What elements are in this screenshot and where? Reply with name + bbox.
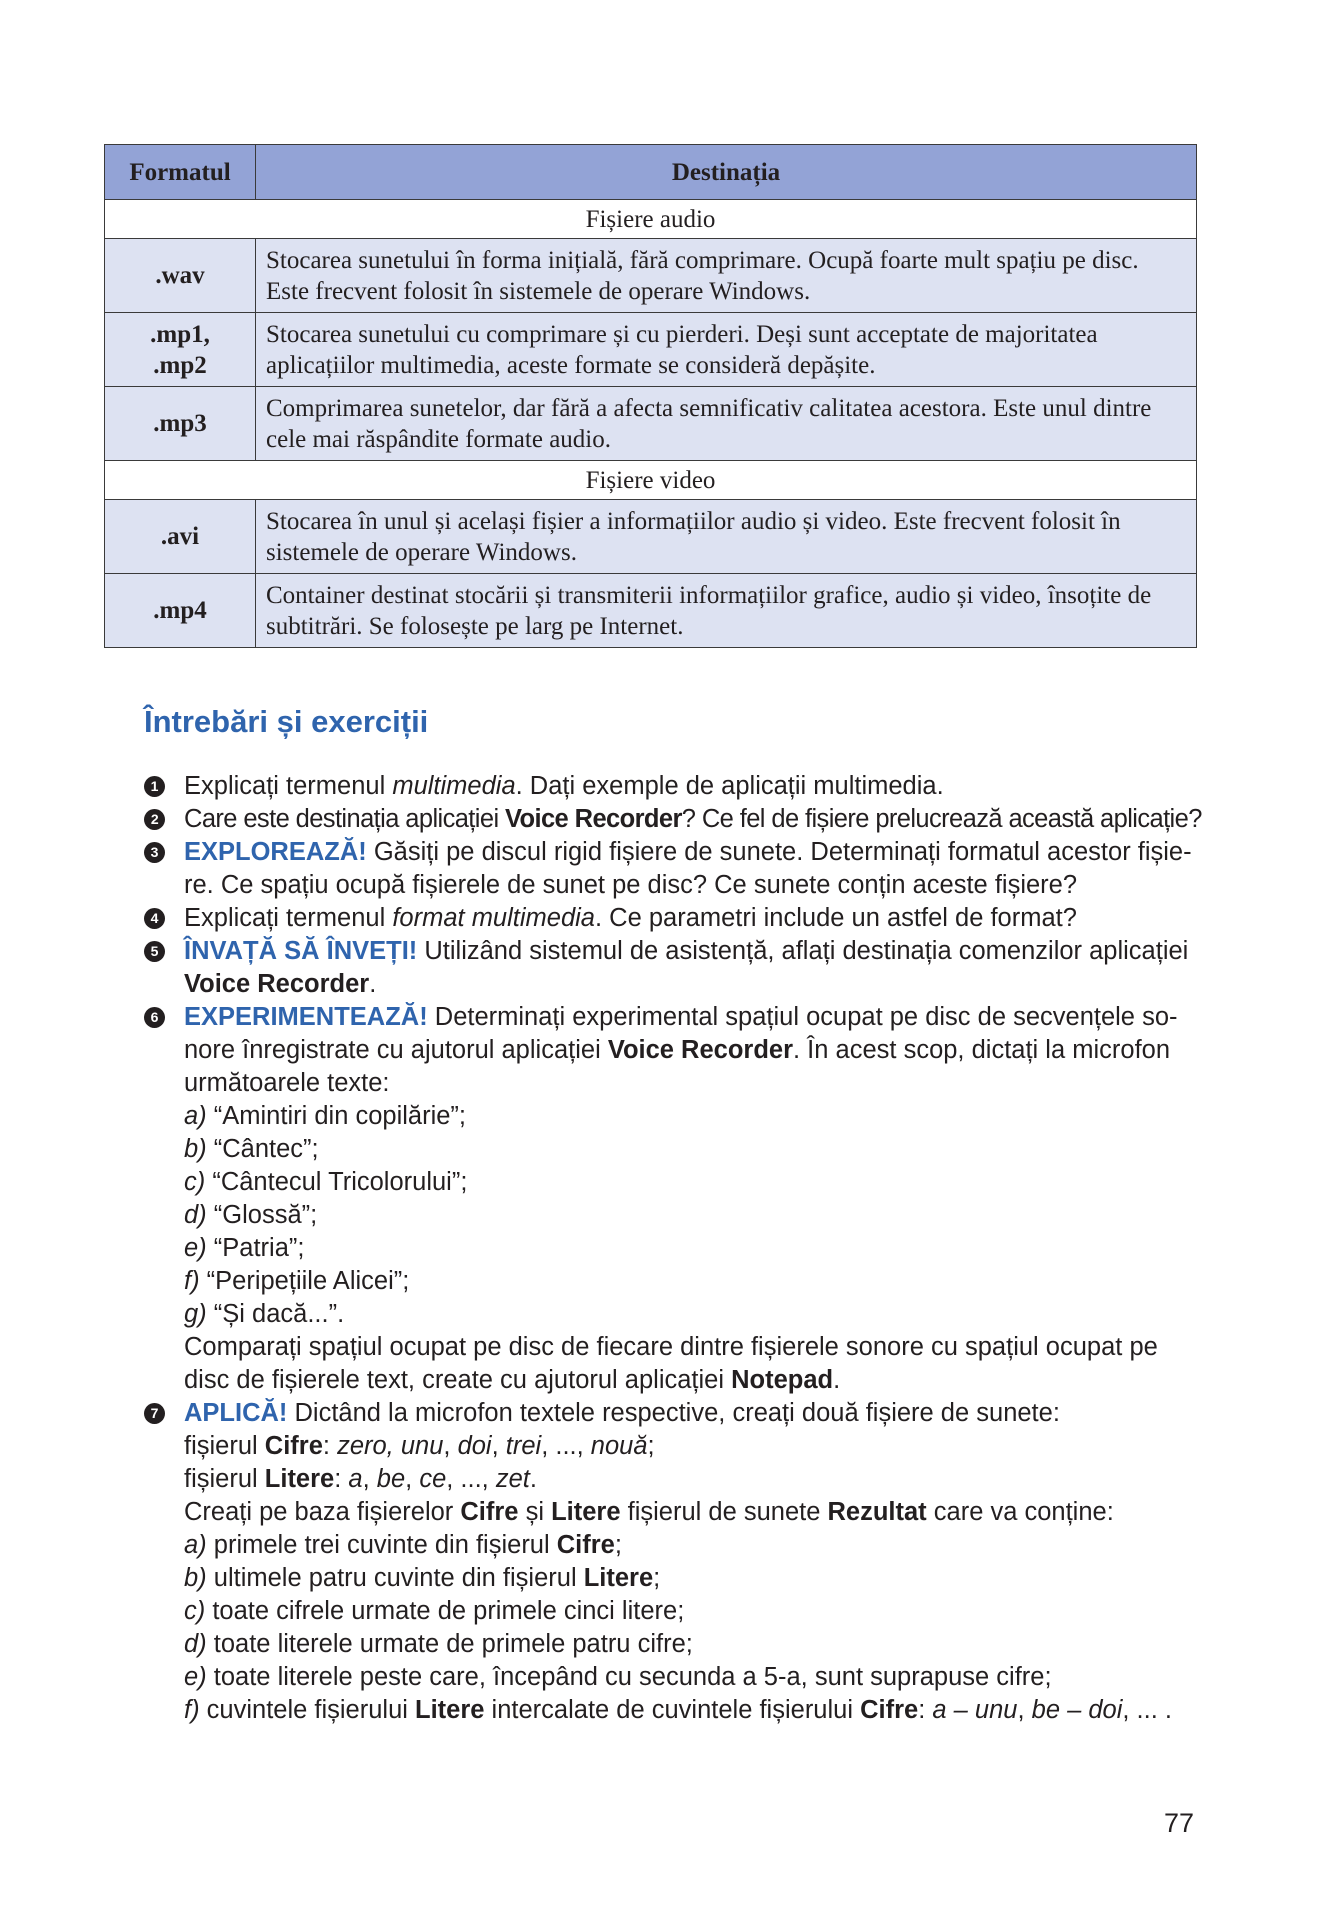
format-cell: .mp4 — [105, 574, 256, 648]
exercises-list — [144, 770, 1204, 1727]
text: intercalate de cuvintele fișierului — [484, 1696, 861, 1724]
file-litere-line — [184, 1463, 1204, 1496]
text: , ... . — [1122, 1696, 1172, 1724]
text: . Ce parametri include un astfel de format? — [595, 904, 1077, 932]
exercise-4 — [144, 902, 1204, 935]
number-badge: 6 — [144, 1007, 165, 1028]
text: . — [369, 970, 377, 998]
text: , — [405, 1465, 420, 1493]
word: zet — [495, 1465, 530, 1493]
exercise-6 — [144, 1001, 1204, 1397]
section-row-audio — [105, 200, 1197, 239]
emphasis: format multimedia — [392, 904, 595, 932]
item-letter: g) — [184, 1300, 207, 1328]
text: care va conține: — [926, 1498, 1114, 1526]
list-item — [184, 1232, 1204, 1265]
word: trei — [505, 1432, 542, 1460]
item-text: primele trei cuvinte din fișierul — [206, 1531, 557, 1559]
text: Găsiți pe discul rigid fișiere de sunete. Determinați formatul acestor fișie-re. Ce spațiu ocupă fișierele de sunet pe disc? Ce sunete conțin aceste fișiere? — [184, 838, 1192, 899]
item-text: “Cântecul Tricolorului”; — [205, 1168, 468, 1196]
item-letter: b) — [184, 1135, 207, 1163]
table-row — [105, 574, 1197, 648]
keyword: APLICĂ! — [184, 1399, 288, 1427]
section-row-video — [105, 461, 1197, 500]
file-name: Litere — [551, 1498, 621, 1526]
item-letter: f) — [184, 1696, 200, 1724]
file-name: Cifre — [860, 1696, 919, 1724]
format-line: .mp2 — [153, 351, 207, 379]
file-name: Litere — [264, 1465, 335, 1493]
section-audio-label: Fișiere audio — [105, 200, 1197, 239]
file-name: Rezultat — [827, 1498, 927, 1526]
text: Creați pe baza fișierelor — [184, 1498, 461, 1526]
word: a — [348, 1465, 363, 1493]
format-cell: .mp3 — [105, 387, 256, 461]
emphasis: multimedia — [392, 772, 516, 800]
text: , — [443, 1432, 458, 1460]
item-text: ultimele patru cuvinte din fișierul — [206, 1564, 584, 1592]
item-letter: e) — [184, 1234, 207, 1262]
description-cell: Container destinat stocării și transmiterii informațiilor grafice, audio și video, însoțite de subtitrări. Se folosește pe larg pe Internet. — [256, 574, 1197, 648]
text: , — [491, 1432, 506, 1460]
text: ? Ce fel de fișiere prelucrează această aplicație? — [681, 805, 1202, 833]
number-badge: 2 — [144, 809, 165, 830]
exercise-1 — [144, 770, 1204, 803]
text: . Dați exemple de aplicații multimedia. — [515, 772, 944, 800]
number-badge: 4 — [144, 908, 165, 929]
exercise-5 — [144, 935, 1204, 1001]
list-item — [184, 1694, 1204, 1727]
format-cell: .wav — [105, 239, 256, 313]
formats-table — [104, 144, 1197, 648]
item-text: “Peripețiile Alicei”; — [199, 1267, 410, 1295]
item-text: “Glossă”; — [206, 1201, 318, 1229]
text: , — [362, 1465, 377, 1493]
keyword: ÎNVAȚĂ SĂ ÎNVEȚI! — [184, 937, 418, 965]
exercise-3 — [144, 836, 1204, 902]
text: ; — [614, 1531, 622, 1559]
text: : — [322, 1432, 338, 1460]
text: Care este destinația aplicației — [184, 805, 505, 833]
list-item — [184, 1133, 1204, 1166]
app-name: Voice Recorder — [184, 970, 370, 998]
file-name: Cifre — [556, 1531, 615, 1559]
description-cell: Stocarea în unul și același fișier a informațiilor audio și video. Este frecvent folosit în sistemele de operare Windows. — [256, 500, 1197, 574]
text: Dictând la microfon textele respective, creați două fișiere de sunete: — [287, 1399, 1060, 1427]
word: a – unu — [932, 1696, 1018, 1724]
text: Explicați termenul — [184, 904, 393, 932]
text: Utilizând sistemul de asistență, aflați destinația comenzilor aplicației — [417, 937, 1189, 965]
list-item — [184, 1562, 1204, 1595]
format-cell — [105, 313, 256, 387]
text: . În acest scop, dictați la microfon următoarele texte: — [184, 1036, 1171, 1097]
item-letter: f) — [184, 1267, 200, 1295]
keyword: EXPLOREAZĂ! — [184, 838, 367, 866]
text: fișierul — [184, 1465, 265, 1493]
file-name: Cifre — [264, 1432, 323, 1460]
format-cell: .avi — [105, 500, 256, 574]
list-item — [184, 1661, 1204, 1694]
text: : — [918, 1696, 933, 1724]
item-text: “Amintiri din copilărie”; — [206, 1102, 467, 1130]
list-item — [184, 1298, 1204, 1331]
description-cell: Comprimarea sunetelor, dar fără a afecta semnificativ calitatea acestora. Este unul dintre cele mai răspândite formate audio. — [256, 387, 1197, 461]
item-text: toate literele peste care, începând cu secunda a 5-a, sunt suprapuse cifre; — [206, 1663, 1052, 1691]
table-row — [105, 313, 1197, 387]
item-letter: a) — [184, 1102, 207, 1130]
number-badge: 1 — [144, 776, 165, 797]
item-letter: e) — [184, 1663, 207, 1691]
page-number: 77 — [1164, 1808, 1195, 1838]
file-name: Litere — [415, 1696, 485, 1724]
text: și — [518, 1498, 552, 1526]
item-letter: d) — [184, 1630, 207, 1658]
list-item — [184, 1628, 1204, 1661]
word: nouă — [590, 1432, 648, 1460]
table-header-row — [105, 145, 1197, 200]
number-badge: 5 — [144, 941, 165, 962]
list-item — [184, 1100, 1204, 1133]
list-item — [184, 1199, 1204, 1232]
header-destination: Destinația — [256, 145, 1197, 200]
table-row — [105, 500, 1197, 574]
text: fișierul de sunete — [620, 1498, 828, 1526]
exercise-7 — [144, 1397, 1204, 1727]
comparison-text — [184, 1331, 1204, 1397]
description-cell: Stocarea sunetului în forma inițială, fără comprimare. Ocupă foarte mult spațiu pe disc. Este frecvent folosit în sistemele de operare Windows. — [256, 239, 1197, 313]
text: . — [833, 1366, 841, 1394]
file-cifre-line — [184, 1430, 1204, 1463]
header-format: Formatul — [105, 145, 256, 200]
text: ; — [647, 1432, 655, 1460]
item-letter: c) — [184, 1597, 206, 1625]
text: , ..., — [446, 1465, 496, 1493]
exercises-heading: Întrebări și exerciții — [144, 704, 429, 739]
section-video-label: Fișiere video — [105, 461, 1197, 500]
item-text: cuvintele fișierului — [199, 1696, 416, 1724]
text: , ..., — [541, 1432, 591, 1460]
exercise-2 — [144, 803, 1204, 836]
word: doi — [457, 1432, 492, 1460]
number-badge: 3 — [144, 842, 165, 863]
list-item — [184, 1265, 1204, 1298]
item-text: “Cântec”; — [206, 1135, 319, 1163]
app-name: Notepad — [731, 1366, 834, 1394]
number-badge: 7 — [144, 1403, 165, 1424]
text: fișierul — [184, 1432, 265, 1460]
text: , — [1017, 1696, 1032, 1724]
format-line: .mp1, — [150, 320, 210, 348]
word: zero, unu — [337, 1432, 444, 1460]
text: . — [529, 1465, 537, 1493]
app-name: Voice Recorder — [505, 805, 682, 833]
text: : — [334, 1465, 349, 1493]
word: ce — [419, 1465, 447, 1493]
table-row — [105, 387, 1197, 461]
item-letter: a) — [184, 1531, 207, 1559]
text: Comparați spațiul ocupat pe disc de fiecare dintre fișierele sonore cu spațiul ocupat pe disc de fișierele text, create cu ajutorul aplicației — [184, 1333, 1158, 1394]
text: Determinați experimental spațiul ocupat pe disc de secvențele so-nore înregistrate cu ajutorul aplicației — [184, 1003, 1178, 1064]
description-cell: Stocarea sunetului cu comprimare și cu pierderi. Deși sunt acceptate de majoritatea aplicațiilor multimedia, aceste formate se consideră depășite. — [256, 313, 1197, 387]
app-name: Voice Recorder — [607, 1036, 794, 1064]
keyword: EXPERIMENTEAZĂ! — [184, 1003, 428, 1031]
word: be — [376, 1465, 406, 1493]
table-row — [105, 239, 1197, 313]
list-item — [184, 1595, 1204, 1628]
item-letter: d) — [184, 1201, 207, 1229]
list-item — [184, 1529, 1204, 1562]
result-intro — [184, 1496, 1204, 1529]
item-letter: b) — [184, 1564, 207, 1592]
text: Explicați termenul — [184, 772, 393, 800]
word: be – doi — [1031, 1696, 1123, 1724]
item-letter: c) — [184, 1168, 206, 1196]
item-text: “Și dacă...”. — [206, 1300, 345, 1328]
item-text: toate cifrele urmate de primele cinci litere; — [205, 1597, 685, 1625]
item-text: “Patria”; — [206, 1234, 305, 1262]
item-text: toate literele urmate de primele patru cifre; — [206, 1630, 693, 1658]
file-name: Litere — [583, 1564, 654, 1592]
text: ; — [653, 1564, 661, 1592]
file-name: Cifre — [460, 1498, 519, 1526]
list-item — [184, 1166, 1204, 1199]
